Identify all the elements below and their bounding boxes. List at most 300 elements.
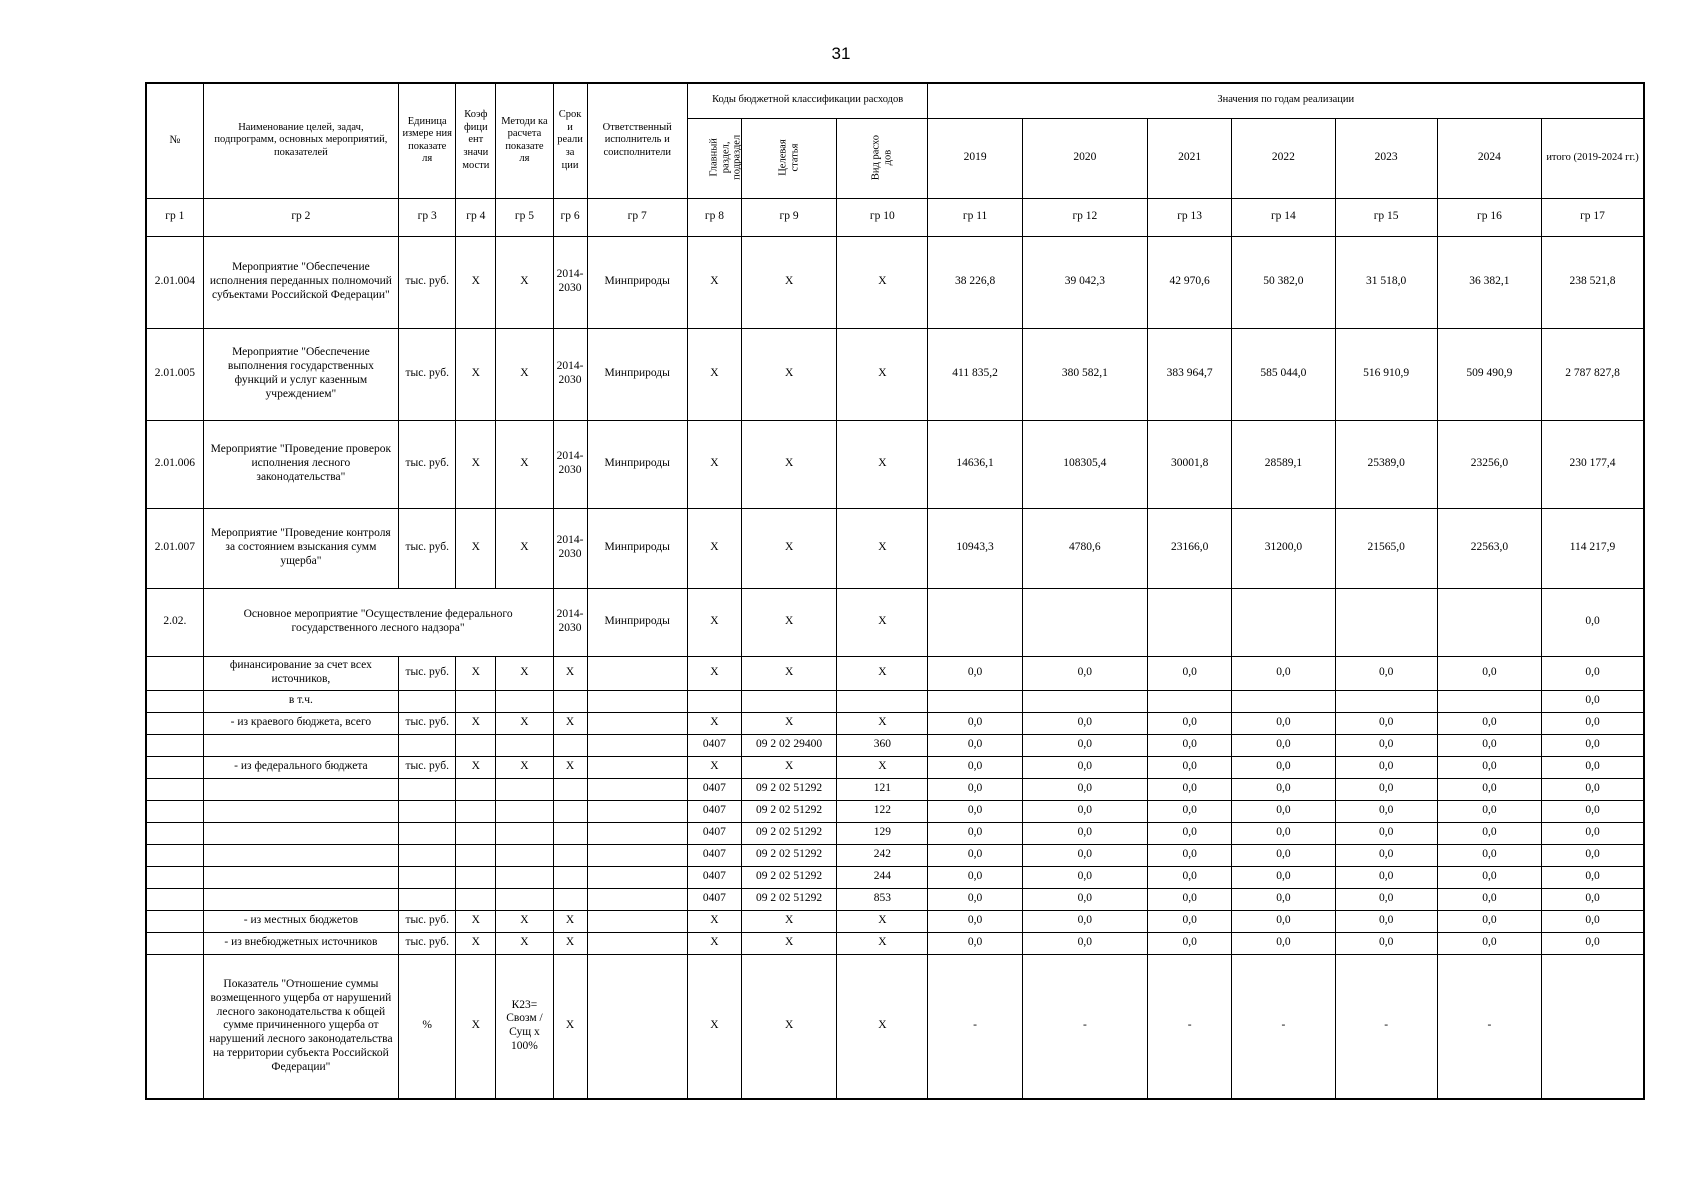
- header-code-type: Вид расхо дов: [837, 118, 928, 198]
- table-cell: [399, 800, 456, 822]
- table-cell: X: [456, 932, 496, 954]
- table-cell: 2014-2030: [553, 420, 587, 508]
- code-section-cell: X: [687, 588, 741, 656]
- value-cell: 36 382,1: [1437, 236, 1541, 328]
- group-number-cell: гр 6: [553, 198, 587, 236]
- table-cell: Минприроды: [587, 328, 687, 420]
- table-cell: X: [496, 508, 553, 588]
- header-code-article: Целевая статья: [741, 118, 836, 198]
- value-cell: [1232, 690, 1335, 712]
- table-cell: 129: [837, 822, 928, 844]
- group-number-cell: гр 13: [1148, 198, 1232, 236]
- code-article-cell: X: [741, 588, 836, 656]
- table-cell: X: [741, 236, 836, 328]
- value-cell: 2 787 827,8: [1542, 328, 1644, 420]
- table-cell: [496, 822, 553, 844]
- table-cell: X: [496, 328, 553, 420]
- value-cell: [928, 588, 1022, 656]
- value-cell: 0,0: [1335, 712, 1437, 734]
- header-year-2019: 2019: [928, 118, 1022, 198]
- table-cell: 0407: [687, 800, 741, 822]
- value-cell: 0,0: [1148, 910, 1232, 932]
- table-cell: X: [456, 910, 496, 932]
- row-name-cell: Мероприятие "Обеспечение исполнения переданных полномочий субъектами Российской Федерации": [203, 236, 399, 328]
- table-cell: 244: [837, 866, 928, 888]
- value-cell: 0,0: [1335, 800, 1437, 822]
- value-cell: 0,0: [1542, 756, 1644, 778]
- table-cell: [553, 822, 587, 844]
- value-cell: [1022, 588, 1147, 656]
- value-cell: 0,0: [1542, 866, 1644, 888]
- table-cell: [146, 690, 203, 712]
- value-cell: 0,0: [1542, 910, 1644, 932]
- table-cell: X: [687, 932, 741, 954]
- table-cell: [587, 656, 687, 690]
- table-cell: X: [837, 328, 928, 420]
- code-type-cell: X: [837, 588, 928, 656]
- value-cell: 516 910,9: [1335, 328, 1437, 420]
- financing-row: [146, 932, 1644, 954]
- header-no: №: [146, 83, 203, 198]
- value-cell: 0,0: [1542, 822, 1644, 844]
- value-cell: 0,0: [928, 888, 1022, 910]
- table-cell: X: [553, 656, 587, 690]
- value-cell: 0,0: [1148, 866, 1232, 888]
- row-name-cell: [203, 778, 399, 800]
- table-cell: X: [837, 420, 928, 508]
- financing-row: [146, 800, 1644, 822]
- table-cell: Минприроды: [587, 508, 687, 588]
- table-cell: [146, 712, 203, 734]
- table-cell: [496, 844, 553, 866]
- row-name-cell: - из краевого бюджета, всего: [203, 712, 399, 734]
- value-cell: 0,0: [928, 932, 1022, 954]
- value-cell: [1232, 588, 1335, 656]
- group-number-cell: гр 14: [1232, 198, 1335, 236]
- table-cell: 2014-2030: [553, 236, 587, 328]
- table-cell: X: [456, 712, 496, 734]
- value-cell: 42 970,6: [1148, 236, 1232, 328]
- table-cell: [399, 822, 456, 844]
- value-cell: 509 490,9: [1437, 328, 1541, 420]
- table-cell: [587, 866, 687, 888]
- group-number-cell: гр 5: [496, 198, 553, 236]
- table-cell: 2.01.004: [146, 236, 203, 328]
- table-cell: X: [553, 932, 587, 954]
- value-cell: 0,0: [1148, 656, 1232, 690]
- value-cell: -: [1437, 954, 1541, 1099]
- table-cell: [456, 844, 496, 866]
- table-cell: 09 2 02 51292: [741, 866, 836, 888]
- value-cell: 50 382,0: [1232, 236, 1335, 328]
- value-cell: 0,0: [1022, 712, 1147, 734]
- financing-row: [146, 656, 1644, 690]
- table-cell: [146, 910, 203, 932]
- header-term: Срок и реали за ции: [553, 83, 587, 198]
- value-cell: -: [928, 954, 1022, 1099]
- group-number-cell: гр 12: [1022, 198, 1147, 236]
- table-cell: X: [687, 954, 741, 1099]
- table-cell: X: [837, 954, 928, 1099]
- value-cell: 108305,4: [1022, 420, 1147, 508]
- table-cell: [146, 822, 203, 844]
- table-cell: [399, 690, 456, 712]
- table-cell: [587, 756, 687, 778]
- table-cell: 0407: [687, 734, 741, 756]
- table-cell: тыс. руб.: [399, 508, 456, 588]
- main-event-row: [146, 588, 1644, 656]
- header-values-by-year: Значения по годам реализации: [928, 83, 1644, 118]
- value-cell: 0,0: [1232, 800, 1335, 822]
- value-cell: 0,0: [928, 756, 1022, 778]
- financing-row: [146, 734, 1644, 756]
- value-cell: 0,0: [1542, 888, 1644, 910]
- table-cell: [496, 866, 553, 888]
- table-cell: 121: [837, 778, 928, 800]
- value-cell: 0,0: [928, 866, 1022, 888]
- value-cell: 0,0: [1437, 866, 1541, 888]
- table-cell: тыс. руб.: [399, 236, 456, 328]
- value-cell: 0,0: [1335, 932, 1437, 954]
- row-name-cell: Мероприятие "Проведение контроля за состоянием взыскания сумм ущерба": [203, 508, 399, 588]
- table-row: [146, 420, 1644, 508]
- table-cell: X: [496, 236, 553, 328]
- table-cell: X: [837, 910, 928, 932]
- table-cell: 09 2 02 51292: [741, 800, 836, 822]
- value-cell: 0,0: [1542, 690, 1644, 712]
- table-cell: X: [837, 236, 928, 328]
- table-cell: [146, 734, 203, 756]
- group-number-cell: гр 7: [587, 198, 687, 236]
- group-number-cell: гр 9: [741, 198, 836, 236]
- table-cell: X: [741, 756, 836, 778]
- table-cell: 0407: [687, 778, 741, 800]
- value-cell: 411 835,2: [928, 328, 1022, 420]
- group-number-cell: гр 8: [687, 198, 741, 236]
- value-cell: 0,0: [1232, 888, 1335, 910]
- value-cell: 0,0: [1232, 822, 1335, 844]
- row-name-cell: [203, 800, 399, 822]
- value-cell: 0,0: [1232, 756, 1335, 778]
- table-cell: X: [456, 954, 496, 1099]
- table-cell: 122: [837, 800, 928, 822]
- value-cell: 23166,0: [1148, 508, 1232, 588]
- value-cell: 0,0: [928, 734, 1022, 756]
- value-cell: 0,0: [1437, 756, 1541, 778]
- value-cell: 0,0: [1022, 866, 1147, 888]
- value-cell: 0,0: [1022, 888, 1147, 910]
- table-cell: [587, 778, 687, 800]
- table-cell: 0407: [687, 866, 741, 888]
- header-row: [146, 83, 1644, 118]
- table-cell: X: [741, 656, 836, 690]
- header-code-section: Главный раздел, подраздел: [687, 118, 741, 198]
- value-cell: 0,0: [1232, 932, 1335, 954]
- value-cell: 0,0: [1148, 822, 1232, 844]
- value-cell: 25389,0: [1335, 420, 1437, 508]
- value-cell: 0,0: [1335, 778, 1437, 800]
- value-cell: 39 042,3: [1022, 236, 1147, 328]
- table-cell: X: [837, 712, 928, 734]
- value-cell: 0,0: [1437, 844, 1541, 866]
- table-cell: X: [741, 712, 836, 734]
- table-cell: [146, 800, 203, 822]
- header-year-2020: 2020: [1022, 118, 1147, 198]
- table-cell: 2014-2030: [553, 328, 587, 420]
- table-cell: [587, 910, 687, 932]
- value-cell: [1335, 690, 1437, 712]
- table-cell: X: [553, 756, 587, 778]
- row-name-cell: Основное мероприятие "Осуществление федерального государственного лесного надзора": [203, 588, 553, 656]
- table-cell: [553, 778, 587, 800]
- table-cell: X: [837, 932, 928, 954]
- financing-row: [146, 822, 1644, 844]
- table-cell: X: [496, 712, 553, 734]
- value-cell: 0,0: [1437, 910, 1541, 932]
- table-cell: [553, 844, 587, 866]
- table-cell: тыс. руб.: [399, 756, 456, 778]
- value-cell: 0,0: [1335, 844, 1437, 866]
- financing-row: [146, 910, 1644, 932]
- table-cell: 09 2 02 29400: [741, 734, 836, 756]
- table-cell: [587, 734, 687, 756]
- table-cell: [496, 800, 553, 822]
- table-cell: [456, 822, 496, 844]
- value-cell: 0,0: [928, 844, 1022, 866]
- value-cell: 0,0: [928, 800, 1022, 822]
- table-cell: [456, 866, 496, 888]
- value-cell: 0,0: [928, 712, 1022, 734]
- responsible-cell: Минприроды: [587, 588, 687, 656]
- row-name-cell: [203, 734, 399, 756]
- row-name-cell: - из местных бюджетов: [203, 910, 399, 932]
- total-cell: 0,0: [1542, 588, 1644, 656]
- value-cell: 0,0: [928, 656, 1022, 690]
- table-cell: X: [496, 932, 553, 954]
- value-cell: 0,0: [928, 910, 1022, 932]
- table-row: [146, 508, 1644, 588]
- value-cell: 14636,1: [928, 420, 1022, 508]
- row-name-cell: в т.ч.: [203, 690, 399, 712]
- header-year-2023: 2023: [1335, 118, 1437, 198]
- table-cell: [496, 888, 553, 910]
- value-cell: 0,0: [1542, 778, 1644, 800]
- table-cell: [587, 822, 687, 844]
- table-row: [146, 328, 1644, 420]
- table-cell: X: [456, 420, 496, 508]
- value-cell: 0,0: [1335, 888, 1437, 910]
- financing-row: [146, 844, 1644, 866]
- value-cell: 0,0: [1542, 712, 1644, 734]
- value-cell: 0,0: [1022, 910, 1147, 932]
- table-cell: [456, 778, 496, 800]
- table-cell: [146, 656, 203, 690]
- table-cell: [587, 800, 687, 822]
- table-row: [146, 236, 1644, 328]
- table-cell: 0407: [687, 888, 741, 910]
- term-cell: 2014-2030: [553, 588, 587, 656]
- header-responsible: Ответственный исполнитель и соисполнители: [587, 83, 687, 198]
- value-cell: 0,0: [1437, 822, 1541, 844]
- table-cell: X: [837, 656, 928, 690]
- table-cell: %: [399, 954, 456, 1099]
- table-cell: [587, 932, 687, 954]
- table-cell: [553, 800, 587, 822]
- table-cell: X: [456, 756, 496, 778]
- value-cell: 0,0: [1232, 712, 1335, 734]
- value-cell: 0,0: [1335, 756, 1437, 778]
- table-cell: [587, 690, 687, 712]
- value-cell: 0,0: [1232, 656, 1335, 690]
- table-cell: 2.01.007: [146, 508, 203, 588]
- table-cell: 2014-2030: [553, 508, 587, 588]
- value-cell: 0,0: [1148, 932, 1232, 954]
- value-cell: 0,0: [1437, 888, 1541, 910]
- table-cell: 0407: [687, 822, 741, 844]
- table-cell: X: [741, 910, 836, 932]
- value-cell: 0,0: [1542, 932, 1644, 954]
- table-cell: 09 2 02 51292: [741, 888, 836, 910]
- group-number-cell: гр 1: [146, 198, 203, 236]
- header-total: итого (2019-2024 гг.): [1542, 118, 1644, 198]
- group-number-cell: гр 16: [1437, 198, 1541, 236]
- table-cell: X: [496, 910, 553, 932]
- table-cell: X: [741, 328, 836, 420]
- value-cell: 0,0: [1335, 734, 1437, 756]
- value-cell: 0,0: [1232, 866, 1335, 888]
- table-cell: X: [687, 656, 741, 690]
- header-year-2021: 2021: [1148, 118, 1232, 198]
- value-cell: 0,0: [1022, 778, 1147, 800]
- table-cell: [456, 734, 496, 756]
- value-cell: -: [1148, 954, 1232, 1099]
- table-cell: 09 2 02 51292: [741, 822, 836, 844]
- value-cell: 0,0: [1437, 932, 1541, 954]
- value-cell: 0,0: [1232, 778, 1335, 800]
- value-cell: -: [1335, 954, 1437, 1099]
- value-cell: 0,0: [1148, 844, 1232, 866]
- header-coef: Коэф фици ент значи мости: [456, 83, 496, 198]
- value-cell: 0,0: [1232, 844, 1335, 866]
- table-cell: [146, 954, 203, 1099]
- value-cell: 22563,0: [1437, 508, 1541, 588]
- table-cell: X: [687, 910, 741, 932]
- value-cell: 0,0: [1148, 712, 1232, 734]
- value-cell: 0,0: [1232, 734, 1335, 756]
- table-cell: X: [687, 712, 741, 734]
- row-name-cell: [203, 822, 399, 844]
- value-cell: 4780,6: [1022, 508, 1147, 588]
- table-cell: тыс. руб.: [399, 910, 456, 932]
- financing-row: [146, 712, 1644, 734]
- financing-row: [146, 888, 1644, 910]
- value-cell: 31 518,0: [1335, 236, 1437, 328]
- value-cell: 0,0: [1542, 844, 1644, 866]
- table-cell: [587, 712, 687, 734]
- group-number-cell: гр 17: [1542, 198, 1644, 236]
- value-cell: 0,0: [1335, 822, 1437, 844]
- table-cell: [146, 866, 203, 888]
- group-number-cell: гр 3: [399, 198, 456, 236]
- table-cell: [687, 690, 741, 712]
- table-cell: [399, 778, 456, 800]
- group-number-cell: гр 10: [837, 198, 928, 236]
- table-cell: тыс. руб.: [399, 656, 456, 690]
- value-cell: 0,0: [1232, 910, 1335, 932]
- value-cell: [1437, 690, 1541, 712]
- value-cell: 0,0: [1437, 712, 1541, 734]
- table-cell: 853: [837, 888, 928, 910]
- value-cell: 0,0: [1437, 778, 1541, 800]
- table-cell: X: [741, 932, 836, 954]
- table-cell: X: [456, 236, 496, 328]
- group-number-cell: гр 4: [456, 198, 496, 236]
- row-name-cell: [203, 844, 399, 866]
- table-cell: 09 2 02 51292: [741, 778, 836, 800]
- group-number-cell: гр 2: [203, 198, 399, 236]
- value-cell: 0,0: [1022, 822, 1147, 844]
- table-cell: [587, 888, 687, 910]
- value-cell: 38 226,8: [928, 236, 1022, 328]
- table-cell: [146, 756, 203, 778]
- financing-row: [146, 756, 1644, 778]
- table-cell: X: [837, 756, 928, 778]
- table-cell: Минприроды: [587, 236, 687, 328]
- row-name-cell: Показатель "Отношение суммы возмещенного ущерба от нарушений лесного законодательства к общей сумме причиненного ущерба от нарушений лесного законодательства на территории субъекта Российской Федерации": [203, 954, 399, 1099]
- table-cell: [399, 888, 456, 910]
- group-numbers-row: [146, 198, 1644, 236]
- table-cell: X: [456, 508, 496, 588]
- table-cell: X: [553, 954, 587, 1099]
- value-cell: [1542, 954, 1644, 1099]
- table-cell: Минприроды: [587, 420, 687, 508]
- value-cell: 0,0: [1335, 866, 1437, 888]
- value-cell: 0,0: [1148, 778, 1232, 800]
- header-year-2024: 2024: [1437, 118, 1541, 198]
- value-cell: 21565,0: [1335, 508, 1437, 588]
- table-cell: 09 2 02 51292: [741, 844, 836, 866]
- value-cell: [928, 690, 1022, 712]
- table-cell: X: [496, 756, 553, 778]
- row-name-cell: - из внебюджетных источников: [203, 932, 399, 954]
- value-cell: 0,0: [1022, 932, 1147, 954]
- table-cell: К23= Свозм / Сущ х 100%: [496, 954, 553, 1099]
- table-cell: 242: [837, 844, 928, 866]
- header-name: Наименование целей, задач, подпрограмм, основных мероприятий, показателей: [203, 83, 399, 198]
- group-number-cell: гр 15: [1335, 198, 1437, 236]
- table-cell: [456, 800, 496, 822]
- table-cell: [399, 734, 456, 756]
- table-cell: [587, 954, 687, 1099]
- table-cell: X: [553, 910, 587, 932]
- table-cell: X: [687, 420, 741, 508]
- row-name-cell: финансирование за счет всех источников,: [203, 656, 399, 690]
- table-cell: [741, 690, 836, 712]
- table-cell: X: [456, 328, 496, 420]
- value-cell: 0,0: [1148, 756, 1232, 778]
- table-cell: тыс. руб.: [399, 932, 456, 954]
- table-cell: X: [496, 656, 553, 690]
- value-cell: -: [1022, 954, 1147, 1099]
- value-cell: 0,0: [1542, 656, 1644, 690]
- table-cell: X: [687, 508, 741, 588]
- value-cell: 28589,1: [1232, 420, 1335, 508]
- value-cell: 383 964,7: [1148, 328, 1232, 420]
- row-name-cell: Мероприятие "Проведение проверок исполнения лесного законодательства": [203, 420, 399, 508]
- value-cell: 0,0: [1022, 800, 1147, 822]
- table-cell: X: [687, 756, 741, 778]
- header-budget-codes: Коды бюджетной классификации расходов: [687, 83, 928, 118]
